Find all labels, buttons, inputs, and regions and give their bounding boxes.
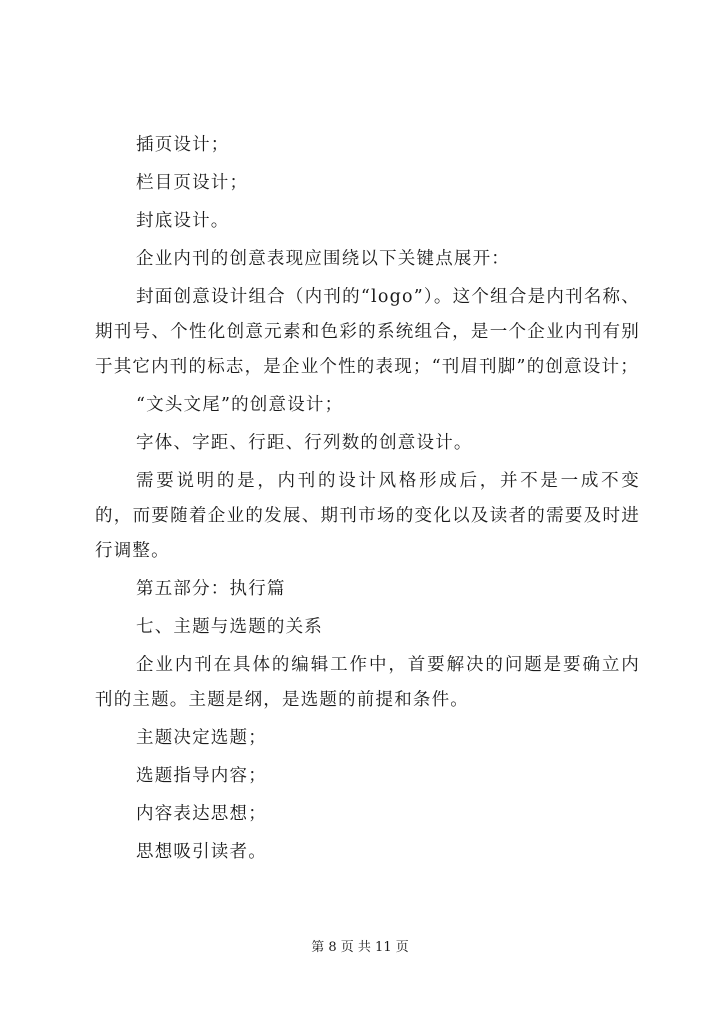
paragraph: 思想吸引读者。: [136, 842, 267, 862]
paragraph: 需要说明的是，内刊的设计风格形成后，并不是一成不变的，而要随着企业的发展、期刊市场的变化以及读者的需要及时进行调整。: [95, 471, 640, 561]
paragraph: 插页设计；: [136, 135, 230, 155]
paragraph: 字体、字距、行距、行列数的创意设计。: [136, 433, 473, 453]
paragraph: 封底设计。: [136, 211, 230, 231]
section-subheading: 七、主题与选题的关系: [136, 617, 323, 637]
document-body: [95, 128, 640, 870]
paragraph: 选题指导内容；: [136, 766, 267, 786]
paragraph: 企业内刊在具体的编辑工作中，首要解决的问题是要确立内刊的主题。主题是纲，是选题的前提和条件。: [95, 655, 640, 710]
section-heading: 第五部分：执行篇: [136, 579, 286, 599]
paragraph: 内容表达思想；: [136, 804, 267, 824]
page-number-footer: 第 8 页 共 11 页: [311, 940, 409, 955]
paragraph: 企业内刊的创意表现应围绕以下关键点展开：: [136, 249, 510, 269]
paragraph: 封面创意设计组合（内刊的“logo”）。这个组合是内刊名称、期刊号、个性化创意元素和色彩的系统组合，是一个企业内刊有别于其它内刊的标志，是企业个性的表现；“刊眉刊脚”的创意设计；: [95, 287, 640, 377]
paragraph: 主题决定选题；: [136, 728, 267, 748]
paragraph: “文头文尾”的创意设计；: [136, 395, 344, 415]
paragraph: 栏目页设计；: [136, 173, 249, 193]
